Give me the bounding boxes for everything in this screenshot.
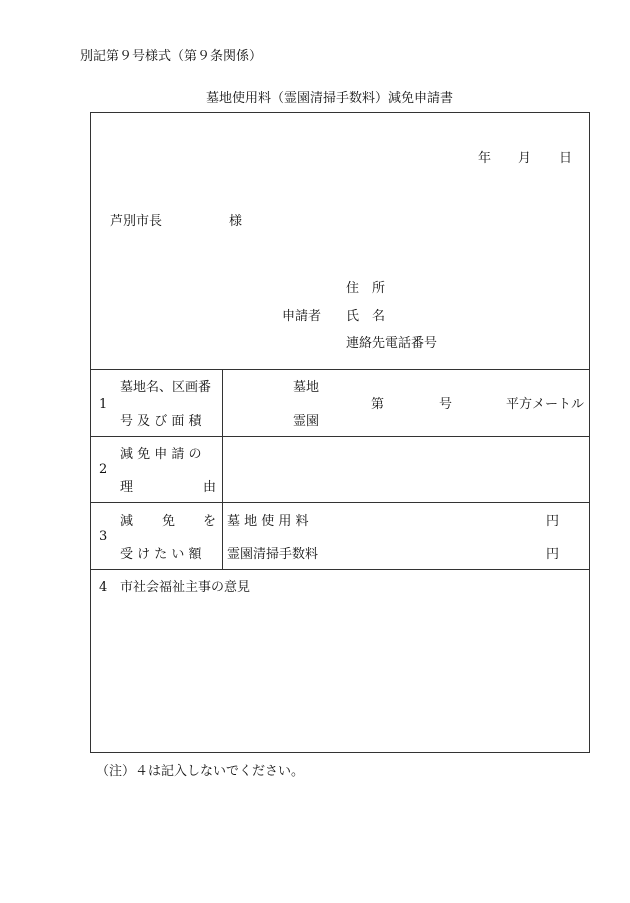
row3-label-a: 減	[120, 514, 134, 529]
applicant-address-label[interactable]: 住 所	[346, 281, 386, 296]
cemetery-fee-unit: 円	[546, 514, 560, 529]
footnote: （注）４は記入しないでください。	[96, 764, 305, 779]
row1-label-line2: 号 及 び 面 積	[120, 414, 202, 429]
row4-divider	[90, 569, 590, 570]
applicant-label: 申請者	[282, 309, 322, 324]
form-frame	[90, 112, 590, 753]
cemetery-option[interactable]: 墓地	[293, 380, 320, 395]
cleaning-fee-label: 霊園清掃手数料	[227, 547, 319, 562]
row3-number: 3	[99, 529, 108, 544]
addressee-name: 芦別市長	[110, 214, 163, 229]
row1-label-line1: 墓地名、区画番	[120, 380, 212, 395]
page-title: 墓地使用料（霊園清掃手数料）減免申請書	[206, 91, 454, 106]
form-reference: 別記第９号様式（第９条関係）	[80, 49, 263, 64]
date-year-label: 年	[478, 151, 492, 166]
row3-divider	[90, 502, 590, 503]
date-month-label: 月	[518, 151, 532, 166]
date-day-label: 日	[559, 151, 573, 166]
area-unit: 平方メートル	[506, 397, 585, 412]
plot-number-prefix: 第	[371, 397, 385, 412]
row2-label-reason-a: 理	[120, 480, 134, 495]
row3-label-line2: 受 け た い 額	[120, 547, 202, 562]
cemetery-fee-label: 墓 地 使 用 料	[227, 514, 309, 529]
label-column-divider	[222, 369, 223, 569]
applicant-name-label[interactable]: 氏 名	[346, 309, 386, 324]
row3-label-b: 免	[162, 514, 176, 529]
reason-field[interactable]	[224, 438, 588, 500]
row2-label-reason-b: 由	[203, 480, 217, 495]
row2-number: 2	[99, 462, 108, 477]
plot-number-suffix: 号	[439, 397, 453, 412]
addressee-honorific: 様	[229, 214, 243, 229]
row2-label-line1: 減 免 申 請 の	[120, 447, 202, 462]
row2-divider	[90, 436, 590, 437]
row4-number: 4	[99, 580, 108, 595]
park-option[interactable]: 霊園	[293, 414, 320, 429]
row3-label-c: を	[203, 514, 217, 529]
applicant-phone-label[interactable]: 連絡先電話番号	[346, 336, 438, 351]
row1-divider	[90, 369, 590, 370]
cleaning-fee-unit: 円	[546, 547, 560, 562]
welfare-officer-opinion-label: 市社会福祉主事の意見	[120, 580, 251, 595]
row1-number: 1	[99, 397, 108, 412]
